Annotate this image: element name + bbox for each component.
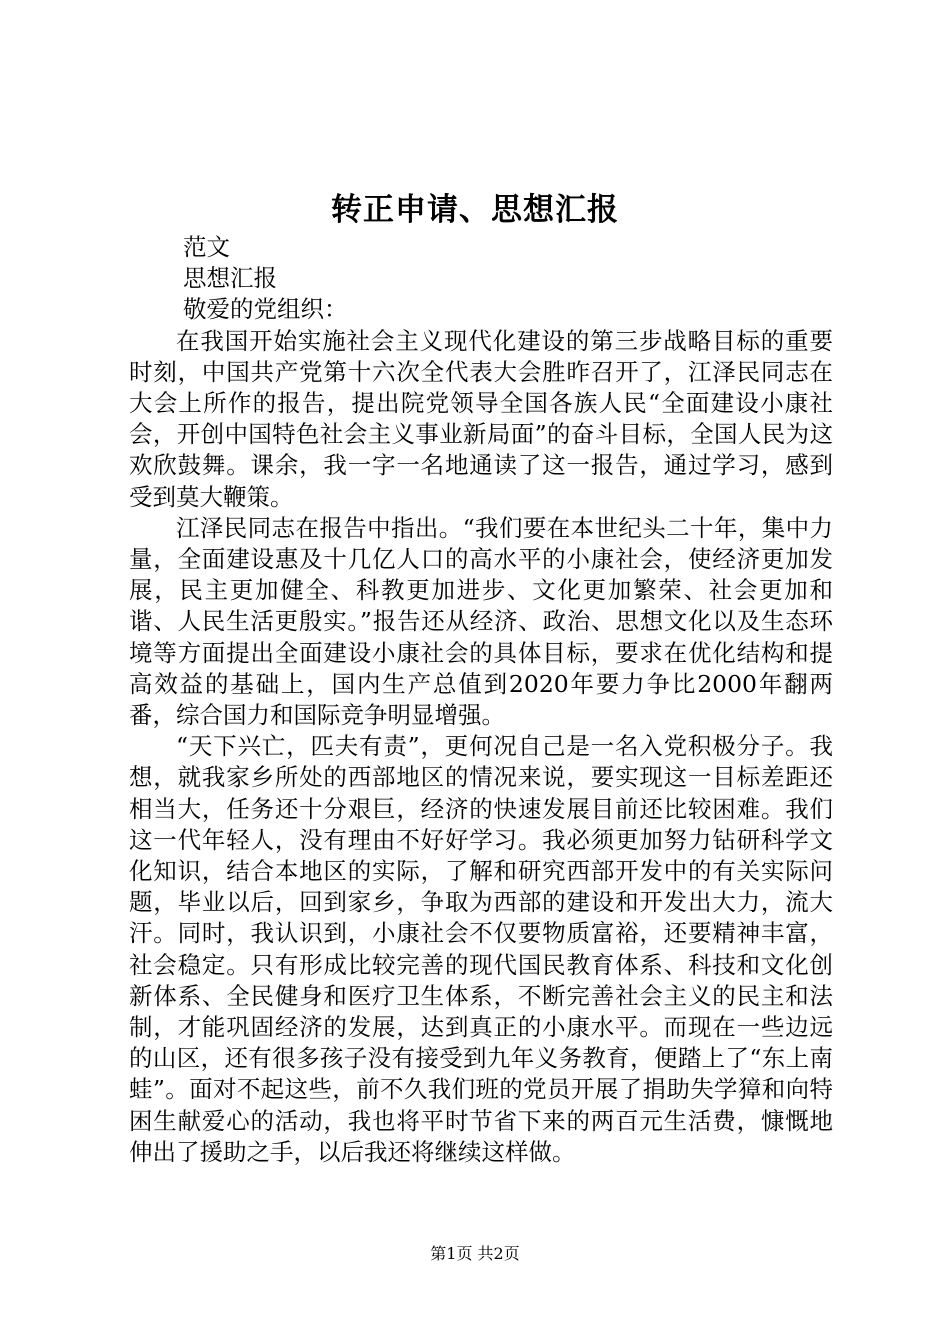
document-body [129, 232, 833, 1168]
paragraph-2: 江泽民同志在报告中指出。“我们要在本世纪头二十年，集中力量，全面建设惠及十几亿人口的高水平的小康社会，使经济更加发展，民主更加健全、科教更加进步、文化更加繁荣、社会更加和谐、人民生活更殷实。”报告还从经济、政治、思想文化以及生态环境等方面提出全面建设小康社会的具体目标，要求在优化结构和提高效益的基础上，国内生产总值到2020年要力争比2000年翻两番，综合国力和国际竞争明显增强。 [129, 513, 833, 730]
paragraph-1: 在我国开始实施社会主义现代化建设的第三步战略目标的重要时刻，中国共产党第十六次全代表大会胜昨召开了，江泽民同志在大会上所作的报告，提出院党领导全国各族人民“全面建设小康社会，开创中国特色社会主义事业新局面”的奋斗目标，全国人民为这欢欣鼓舞。课余，我一字一名地通读了这一报告，通过学习，感到受到莫大鞭策。 [129, 326, 833, 511]
page-footer: 第1页 共2页 [430, 1244, 520, 1263]
label-line-1: 范文 [183, 233, 231, 261]
label-line-2: 思想汇报 [183, 264, 278, 293]
salutation-line: 敬爱的党组织： [183, 295, 348, 324]
paragraph-3: “天下兴亡，匹夫有责”，更何况自己是一名入党积极分子。我想，就我家乡所处的西部地区的情况来说，要实现这一目标差距还相当大，任务还十分艰巨，经济的快速发展目前还比较困难。我们这一代年轻人，没有理由不好好学习。我必须更加努力钻研科学文化知识，结合本地区的实际，了解和研究西部开发中的有关实际问题，毕业以后，回到家乡，争取为西部的建设和开发出大力，流大汗。同时，我认识到，小康社会不仅要物质富裕，还要精神丰富，社会稳定。只有形成比较完善的现代国民教育体系、科技和文化创新体系、全民健身和医疗卫生体系，不断完善社会主义的民主和法制，才能巩固经济的发展，达到真正的小康水平。而现在一些边远的山区，还有很多孩子没有接受到九年义务教育，便踏上了“东上南蛙”。面对不起这些，前不久我们班的党员开展了捐助失学獐和向特困生献爱心的活动，我也将平时节省下来的两百元生活费，慷慨地伸出了援助之手，以后我还将继续这样做。 [129, 732, 833, 1166]
document-title: 转正申请、思想汇报 [331, 192, 619, 228]
